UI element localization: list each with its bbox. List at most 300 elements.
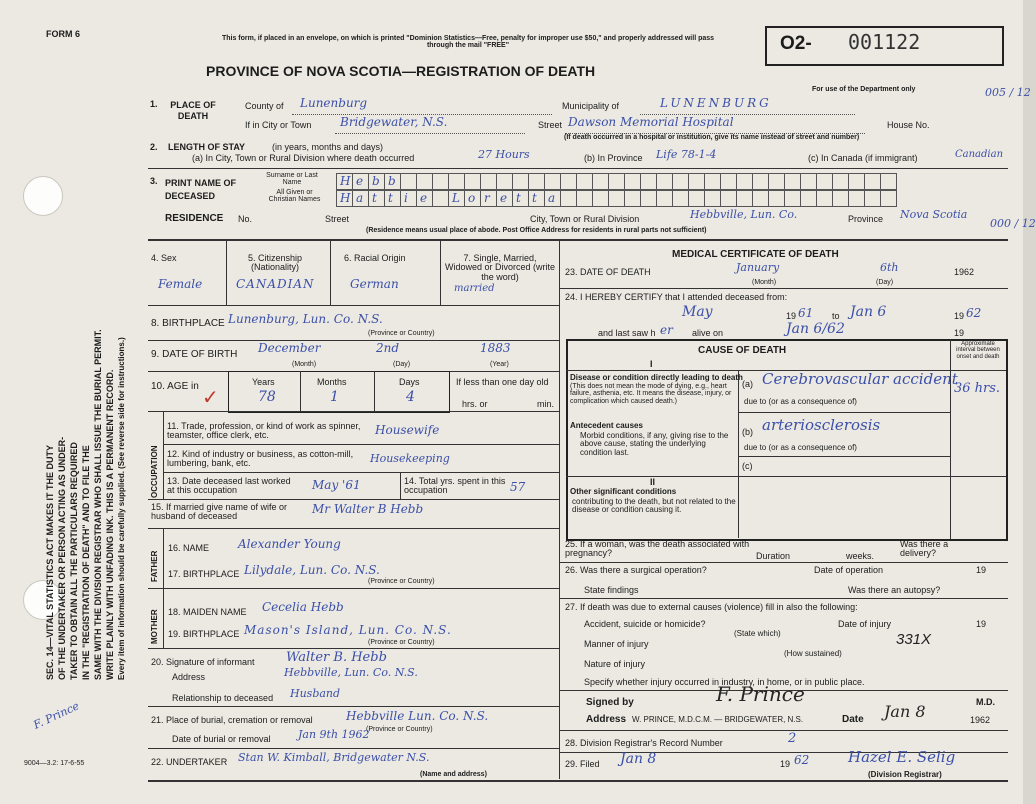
surname-letter-cell[interactable] [640,173,657,190]
attend-from-year[interactable]: 61 [798,306,814,320]
divider-q23 [559,288,1008,289]
house-label: House No. [887,120,930,130]
mail-notice: This form, if placed in an envelope, on which is printed "Dominion Statistics—Free, penalty for improper use $50," and properly addressed will pass through the mail "FREE" [221,35,715,50]
record-number[interactable]: 2 [788,731,797,746]
given-letter-cell[interactable] [368,190,385,207]
side-notice-line4: IN THE "REGISTRATION OF DEATH" AND TO FILE THE [81,445,91,680]
last-saw-gender[interactable]: er [660,323,673,337]
divider-q13 [148,499,559,500]
surname-letter-cell[interactable] [752,173,769,190]
signed-year: 1962 [970,715,991,725]
birthplace-sub: (Province or Country) [368,330,435,337]
surname-letter-letter: b [388,174,396,188]
given-letter-cell[interactable] [384,190,401,207]
burial-date-label: Date of burial or removal [172,734,271,744]
dept-codes-2: 000 / 12 [990,217,1036,230]
given-letter-letter: a [356,191,364,205]
cause-title: CAUSE OF DEATH [698,345,787,356]
mother-side: MOTHER [150,609,159,644]
attend-from[interactable]: May [682,304,713,320]
surname-letter-cell[interactable] [816,173,833,190]
age-years[interactable]: 78 [258,389,276,405]
relationship-value[interactable]: Husband [290,687,341,700]
q2-number: 2. [150,142,158,152]
cause-b-line [738,456,950,457]
stay-b-label: (b) In Province [584,153,643,163]
burial-date-value[interactable]: Jan 9th 1962 [298,728,370,741]
father-div [163,528,164,588]
death-year: 1962 [954,267,975,277]
operation-year-prefix: 19 [976,565,987,575]
other-conditions-label: Other significant conditions [570,487,677,496]
margin-signature: F. Prince [31,699,82,732]
age-months[interactable]: 1 [330,389,339,405]
md-label: M.D. [976,697,995,707]
interval-header: Approximate interval between onset and death [956,341,1000,360]
surname-letter-cell[interactable] [848,173,865,190]
direct-cause-label: Disease or condition directly leading to death [570,373,743,382]
age-label: 10. AGE in [151,381,199,392]
q19-value[interactable]: Mason's Island, Lun. Co. N.S. [244,623,452,637]
surname-letter-cell[interactable] [656,173,673,190]
q1-label: PLACE OF DEATH [170,100,216,122]
surname-label: Surname or Last Name [266,172,318,187]
less-day-label: If less than one day old [456,377,549,387]
q20-value[interactable]: Walter B. Hebb [286,650,387,665]
divider-father [148,588,559,589]
divider-q15 [148,528,559,529]
q11-value[interactable]: Housewife [375,423,440,437]
given-letter-cell[interactable] [752,190,769,207]
given-letter-cell[interactable] [832,190,849,207]
surname-letter-cell[interactable] [336,173,353,190]
delivery-label: Was there a delivery? [900,539,949,559]
divider-age [148,411,559,412]
side-notice-line2: OF THE UNDERTAKER OR PERSON ACTING AS UNDER- [57,436,67,680]
q16-value[interactable]: Alexander Young [238,537,341,551]
q11-label: 11. Trade, profession, or kind of work as spinner, teamster, office clerk, etc. [167,421,361,441]
death-month-label: (Month) [752,279,777,286]
q17-label: 17. BIRTHPLACE [168,569,240,579]
cause-a-interval[interactable]: 36 hrs. [954,381,1001,396]
age-div1 [300,371,301,411]
residence-province-value[interactable]: Nova Scotia [900,208,968,221]
birthplace-label: 8. BIRTHPLACE [151,318,225,329]
accident-label: Accident, suicide or homicide? [584,619,706,629]
divider-sign [559,730,1008,731]
specify-label: Specify whether injury occurred in industry, in home, or in public place. [584,677,865,687]
date-injury-label: Date of injury [838,619,892,629]
cause-interval-div [950,339,951,539]
autopsy-label: Was there an autopsy? [848,585,941,595]
surname-letter-cell[interactable] [784,173,801,190]
city-line [335,133,525,134]
given-letter-cell[interactable] [576,190,593,207]
roman-i: I [650,359,653,369]
given-letter-cell[interactable] [640,190,657,207]
given-letter-cell[interactable] [400,190,417,207]
q21-sub: (Province or Country) [366,726,433,733]
punch-hole-top [23,176,63,216]
cause-a-line [738,412,950,413]
surname-letter-cell[interactable] [672,173,689,190]
given-letter-letter: t [372,191,377,205]
given-letter-cell[interactable] [352,190,369,207]
given-letter-cell[interactable] [672,190,689,207]
due-to-b: due to (or as a consequence of) [744,443,857,452]
cause-a-value[interactable]: Cerebrovascular accident [762,370,958,388]
surname-letter-cell[interactable] [592,173,609,190]
attend-to[interactable]: Jan 6 [850,304,887,320]
given-letter-letter: t [532,191,537,205]
death-day[interactable]: 6th [880,261,899,274]
surname-letter-cell[interactable] [560,173,577,190]
stay-c-label: (c) In Canada (if immigrant) [808,153,918,163]
surname-letter-cell[interactable] [448,173,465,190]
surname-letter-cell[interactable] [416,173,433,190]
age-years-label: Years [252,377,275,387]
side-notice-line5: SAME WITH THE DIVISION REGISTRAR WHO SHALL ISSUE THE BURIAL PERMIT. [93,329,103,680]
divider-main-top [148,239,1008,241]
surname-letter-cell[interactable] [480,173,497,190]
given-letter-letter: a [548,191,556,205]
q22-value[interactable]: Stan W. Kimball, Bridgewater N.S. [238,751,430,764]
given-letter-cell[interactable] [720,190,737,207]
cause-b-value[interactable]: arteriosclerosis [762,416,881,434]
divider-columns [559,239,560,779]
q13-value[interactable]: May '61 [312,478,361,492]
last-saw-date[interactable]: Jan 6/62 [786,321,845,337]
given-letter-letter: L [452,191,460,205]
given-letter-letter: r [484,191,490,205]
q3-label: PRINT NAME OF DECEASED [165,178,236,201]
cause-c-label: (c) [742,461,753,471]
date-operation-label: Date of operation [814,565,884,575]
cause-a-label: (a) [742,379,753,389]
age-days[interactable]: 4 [406,389,415,405]
given-letter-letter: o [468,191,476,205]
age-days-label: Days [399,377,420,387]
q2-label: LENGTH OF STAY [168,142,246,152]
given-letter-cell[interactable] [336,190,353,207]
signed-by-label: Signed by [586,697,634,708]
place-note: (If death occurred in a hospital or institution, give its name instead of street and number) [564,134,860,141]
surname-letter-cell[interactable] [528,173,545,190]
attend-to-prefix: 19 [954,311,965,321]
q22-label: 22. UNDERTAKER [151,757,228,767]
weeks-label: weeks. [846,551,875,561]
dob-year[interactable]: 1883 [480,341,511,355]
last-saw-label: and last saw h [598,328,656,338]
given-label: All Given or Christian Names [268,189,321,204]
birthplace-value[interactable]: Lunenburg, Lun. Co. N.S. [228,312,383,326]
given-letter-cell[interactable] [864,190,881,207]
surname-letter-cell[interactable] [624,173,641,190]
surname-letter-cell[interactable] [576,173,593,190]
city-label: If in City or Town [245,120,312,130]
given-letter-letter: H [340,191,351,205]
q19-sub: (Province or Country) [368,639,435,646]
given-letter-letter: e [420,191,428,205]
attend-from-prefix: 19 [786,311,797,321]
sex-label: 4. Sex [151,253,177,263]
given-letter-cell[interactable] [736,190,753,207]
divider-q11 [163,444,559,445]
dob-day[interactable]: 2nd [376,341,400,355]
stay-sub: (in years, months and days) [272,142,384,152]
given-letter-cell[interactable] [880,190,897,207]
given-letter-cell[interactable] [544,190,561,207]
surname-letter-cell[interactable] [704,173,721,190]
divider-name-top [148,168,1008,169]
q24-label: 24. I HEREBY CERTIFY that I attended deceased from: [565,292,788,302]
surname-letter-cell[interactable] [864,173,881,190]
divider-burial [148,748,559,749]
given-letter-cell[interactable] [624,190,641,207]
mother-div [163,588,164,648]
min-label: min. [537,399,555,409]
personal-div2 [330,239,331,305]
last-saw-year-prefix: 19 [954,328,965,338]
q3-number: 3. [150,176,158,186]
form-title: PROVINCE OF NOVA SCOTIA—REGISTRATION OF DEATH [206,63,596,79]
stay-a-label: (a) In City, Town or Rural Division where death occurred [192,153,415,163]
racial-label: 6. Racial Origin [344,253,406,263]
municipality-value[interactable]: LUNENBURG [660,96,772,110]
residence-province-label: Province [848,214,884,224]
form-code: 9004—3.2: 17-6-55 [24,760,85,767]
given-letter-cell[interactable] [704,190,721,207]
cause-c-line [566,476,1006,477]
divider-mother [148,648,559,649]
divider-q25 [559,562,1008,563]
attend-to-year[interactable]: 62 [966,306,982,320]
divider-bottom [148,780,1008,782]
address-label: Address [172,672,206,682]
father-side: FATHER [150,550,159,582]
antecedent-label: Antecedent causes [570,421,643,430]
county-label: County of [245,101,284,111]
given-letter-cell[interactable] [432,190,449,207]
given-letter-cell[interactable] [560,190,577,207]
surname-letter-cell[interactable] [608,173,625,190]
direct-cause-sub: (This does not mean the mode of dying, e.g., heart failure, asthenia, etc. It means the disease, injury, or complication which caused death.) [570,383,732,405]
relationship-label: Relationship to deceased [172,693,274,703]
registration-number: 001122 [848,30,921,54]
divider-personal [148,305,559,306]
side-notice-line1: SEC. 14—VITAL STATISTICS ACT MAKES IT THE DUTY [45,444,55,680]
registrar-sub: (Division Registrar) [868,770,942,779]
surname-letter-cell[interactable] [880,173,897,190]
occupation-div [163,411,164,499]
q23-label: 23. DATE OF DEATH [565,267,651,277]
age-months-label: Months [317,377,347,387]
side-notice-line7: Every item of information should be carefully supplied. (See reverse side for instructions.) [117,337,126,680]
surname-letter-cell[interactable] [496,173,513,190]
stay-a-value[interactable]: 27 Hours [478,148,530,161]
address-label-md: Address [586,714,627,725]
dob-month-label: (Month) [292,361,317,368]
residence-label: RESIDENCE [165,213,224,224]
death-day-label: (Day) [876,279,894,286]
signed-by-value[interactable]: F. Prince [716,682,805,706]
due-to-a: due to (or as a consequence of) [744,397,857,406]
given-letter-cell[interactable] [800,190,817,207]
citizenship-label: 5. Citizenship (Nationality) [247,253,303,273]
q17-value[interactable]: Lilydale, Lun. Co. N.S. [244,563,380,577]
residence-note: (Residence means usual place of abode. Post Office Address for residents in rural parts not sufficient) [366,227,707,234]
racial-value[interactable]: German [350,277,399,291]
dob-month[interactable]: December [258,341,321,355]
given-letter-letter: t [516,191,521,205]
q22-sub: (Name and address) [420,771,487,778]
state-which-label: (State which) [734,629,781,638]
surname-letter-letter: e [356,174,364,188]
surname-letter-cell[interactable] [736,173,753,190]
marital-value[interactable]: married [454,283,495,294]
q12-value[interactable]: Housekeeping [370,452,450,465]
surname-letter-cell[interactable] [688,173,705,190]
surname-letter-cell[interactable] [768,173,785,190]
given-letter-cell[interactable] [688,190,705,207]
surname-letter-cell[interactable] [432,173,449,190]
surname-letter-cell[interactable] [400,173,417,190]
given-letter-cell[interactable] [848,190,865,207]
personal-div3 [440,239,441,305]
cause-b-label: (b) [742,427,753,437]
q21-value[interactable]: Hebbville Lun. Co. N.S. [346,709,489,723]
q16-label: 16. NAME [168,543,210,553]
q17-sub: (Province or Country) [368,578,435,585]
given-letter-cell[interactable] [480,190,497,207]
surname-letter-letter: b [372,174,380,188]
stay-c-value[interactable]: Canadian [955,149,1004,160]
surname-letter-cell[interactable] [800,173,817,190]
surname-letter-cell[interactable] [720,173,737,190]
marital-label: 7. Single, Married, Widowed or Divorced (write the word) [444,253,556,282]
address-value[interactable]: Hebbville, Lun. Co. N.S. [284,666,418,679]
given-letter-cell[interactable] [464,190,481,207]
dob-label: 9. DATE OF BIRTH [151,349,238,360]
q13-div [400,472,401,499]
signed-date[interactable]: Jan 8 [884,702,926,721]
age-check: ✓ [202,387,219,409]
filed-year-prefix: 19 [780,759,791,769]
how-sustained-label: (How sustained) [784,649,842,658]
dob-day-label: (Day) [393,361,411,368]
alive-on-label: alive on [692,328,724,338]
death-month[interactable]: January [736,261,780,274]
street-label: Street [538,120,563,130]
q20-label: 20. Signature of informant [151,657,255,667]
given-letter-cell[interactable] [496,190,513,207]
given-letter-cell[interactable] [816,190,833,207]
surname-letter-cell[interactable] [544,173,561,190]
filed-date[interactable]: Jan 8 [620,751,657,767]
q12-label: 12. Kind of industry or business, as cotton-mill, lumbering, bank, etc. [167,449,354,469]
city-value[interactable]: Bridgewater, N.S. [340,115,448,129]
street-value[interactable]: Dawson Memorial Hospital [568,115,734,129]
q18-label: 18. MAIDEN NAME [168,607,247,617]
citizenship-value[interactable]: CANADIAN [236,277,315,291]
surname-letter-cell[interactable] [832,173,849,190]
surname-letter-cell[interactable] [352,173,369,190]
given-letter-cell[interactable] [768,190,785,207]
q26-label: 26. Was there a surgical operation? [565,565,707,575]
hrs-label: hrs. or [462,399,488,409]
other-conditions-sub: contributing to the death, but not related to the disease or condition causing it. [572,497,736,515]
surname-letter-cell[interactable] [464,173,481,190]
given-letter-letter: i [404,191,408,205]
antecedent-sub: Morbid conditions, if any, giving rise to the above cause, stating the underlying condition last. [580,431,729,457]
age-div2 [374,371,375,411]
attend-to-label: to [832,311,840,321]
injury-year-prefix: 19 [976,619,987,629]
given-letter-cell[interactable] [656,190,673,207]
sex-value[interactable]: Female [158,277,203,291]
nature-label: Nature of injury [584,659,646,669]
dob-year-label: (Year) [490,361,509,368]
side-notice-line3: TAKER TO OBTAIN ALL THE PARTICULARS REQUIRED [69,442,79,680]
given-letter-cell[interactable] [448,190,465,207]
q29-label: 29. Filed [565,759,600,769]
q15-value[interactable]: Mr Walter B Hebb [312,502,424,516]
county-value[interactable]: Lunenburg [300,96,368,110]
dept-codes: 005 / 12 [985,86,1031,99]
given-letter-cell[interactable] [784,190,801,207]
residence-city-value[interactable]: Hebbville, Lun. Co. [690,208,798,221]
state-findings-label: State findings [584,585,639,595]
surname-letter-cell[interactable] [384,173,401,190]
cause-label-div [738,370,739,538]
q28-label: 28. Division Registrar's Record Number [565,738,723,748]
registrar-signature[interactable]: Hazel E. Selig [848,748,956,766]
surname-letter-cell[interactable] [512,173,529,190]
q19-label: 19. BIRTHPLACE [168,629,240,639]
manner-code: 331X [896,631,932,648]
given-letter-cell[interactable] [416,190,433,207]
side-notice-line6: WRITE PLAINLY WITH UNFADING INK. THIS IS A PERMANENT RECORD. [105,369,115,680]
divider-informant [148,706,559,707]
residence-no-label: No. [238,214,253,224]
surname-letter-cell[interactable] [368,173,385,190]
given-letter-cell[interactable] [592,190,609,207]
q18-value[interactable]: Cecelia Hebb [262,600,344,614]
given-letter-letter: t [388,191,393,205]
dept-use-label: For use of the Department only [812,86,916,93]
stay-b-value[interactable]: Life 78-1-4 [656,148,717,161]
q14-value[interactable]: 57 [510,480,526,494]
q14-label: 14. Total yrs. spent in this occupation [404,476,506,496]
filed-year[interactable]: 62 [794,753,810,767]
date-label: Date [842,714,864,725]
q21-label: 21. Place of burial, cremation or removal [151,715,313,725]
given-letter-cell[interactable] [528,190,545,207]
given-letter-cell[interactable] [608,190,625,207]
form-number: FORM 6 [46,29,81,39]
given-letter-cell[interactable] [512,190,529,207]
surname-letter-letter: H [340,174,351,188]
residence-street-label: Street [325,214,350,224]
divider-q26 [559,598,1008,599]
q27-label: 27. If death was due to external causes (violence) fill in also the following: [565,602,858,612]
duration-label: Duration [756,551,791,561]
medical-title: MEDICAL CERTIFICATE OF DEATH [672,249,839,260]
q1-number: 1. [150,99,158,109]
q25-label: 25. If a woman, was the death associated with pregnancy? [565,539,750,559]
physician-address: W. PRINCE, M.D.C.M. — BRIDGEWATER, N.S. [632,715,804,724]
residence-city-label: City, Town or Rural Division [530,214,640,224]
